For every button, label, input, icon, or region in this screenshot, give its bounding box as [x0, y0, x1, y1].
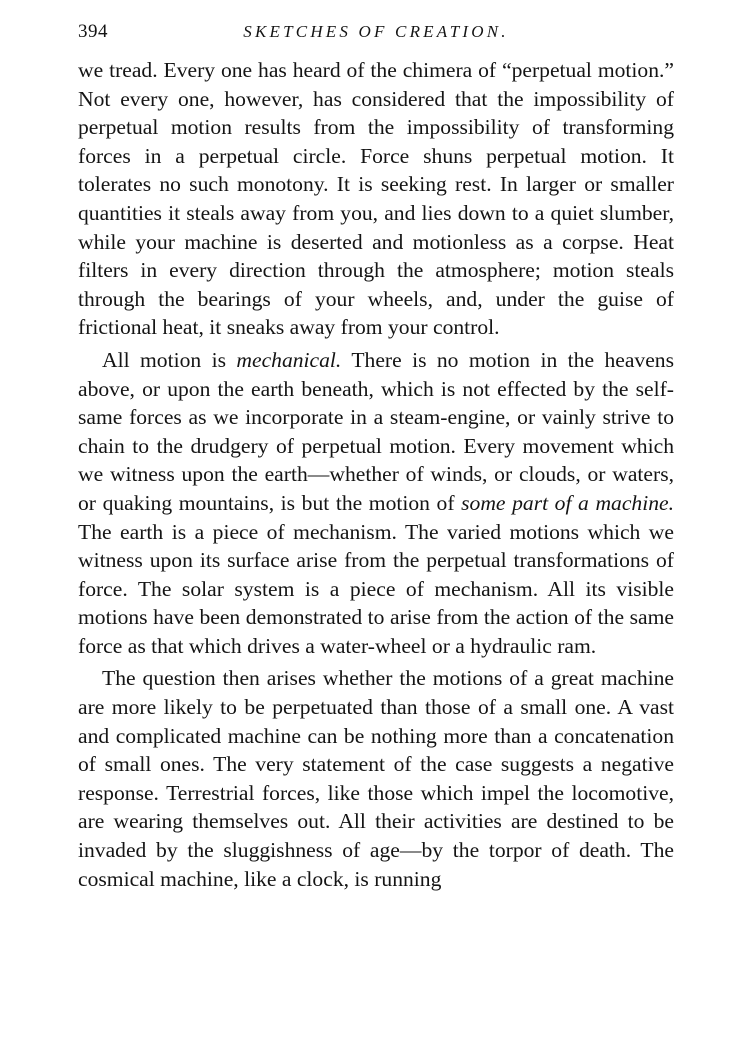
paragraph-2-emphasis-machine: some part of a machine.	[461, 490, 674, 515]
paragraph-2-text-a: All motion is	[102, 347, 237, 372]
body-text	[78, 56, 674, 893]
paragraph-3	[78, 664, 674, 893]
paragraph-2-text-b: There is no motion in the heavens above, or upon the earth beneath, which is not effected by the self-same forces as we incorporate in a steam-engine, or vainly strive to chain to the drudgery of perpetual motion. Every movement which we witness upon the earth—whether of winds, or clouds, or waters, or quaking mountains, is but the motion of	[78, 347, 674, 515]
paragraph-1-text: we tread. Every one has heard of the chimera of “perpetual motion.” Not every one, however, has considered that the impossibility of perpetual motion results from the impossibility of transforming forces in a perpetual circle. Force shuns perpetual motion. It tolerates no such monotony. It is seeking rest. In larger or smaller quantities it steals away from you, and lies down to a quiet slumber, while your machine is deserted and motionless as a corpse. Heat filters in every direction through the atmosphere; motion steals through the bearings of your wheels, and, under the guise of frictional heat, it sneaks away from your control.	[78, 58, 674, 340]
paragraph-2-emphasis-mechanical: mechanical.	[236, 347, 342, 372]
paragraph-1	[78, 56, 674, 342]
book-page	[78, 14, 674, 897]
paragraph-2	[78, 346, 674, 661]
page-number: 394	[78, 21, 108, 42]
running-title: SKETCHES OF CREATION.	[243, 22, 509, 41]
paragraph-2-text-c: The earth is a piece of mechanism. The varied motions which we witness upon its surface arise from the perpetual transformations of force. The solar system is a piece of mechanism. All its visible motions have been demonstrated to arise from the action of the same force as that which drives a water-wheel or a hydraulic ram.	[78, 519, 674, 658]
running-head	[78, 14, 674, 50]
paragraph-3-text: The question then arises whether the motions of a great machine are more likely to be perpetuated than those of a small one. A vast and complicated machine can be nothing more than a concatenation of small ones. The very statement of the case suggests a negative response. Terrestrial forces, like those which impel the locomotive, are wearing themselves out. All their activities are destined to be invaded by the sluggishness of age—by the torpor of death. The cosmical machine, like a clock, is running	[78, 666, 674, 891]
